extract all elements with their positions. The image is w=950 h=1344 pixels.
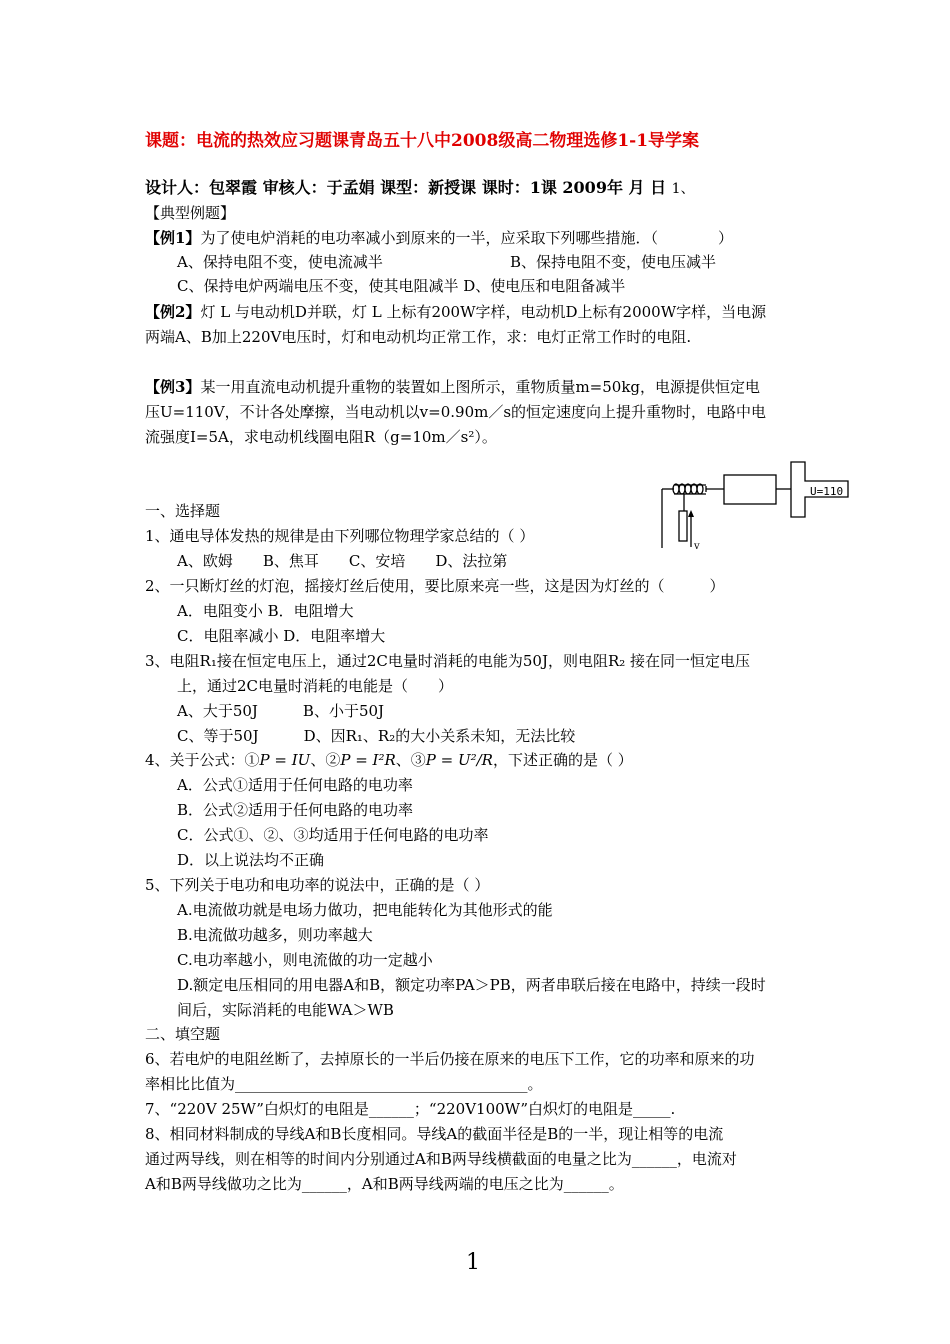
example-2-label: 【例2】 — [145, 303, 201, 321]
question-3-options-cd: C、等于50J D、因R₁、R₂的大小关系未知，无法比较 — [177, 727, 576, 745]
motor-circuit-figure — [660, 455, 860, 555]
example-1-option-a: A、保持电阻不变，使电流减半 — [177, 253, 383, 271]
formula-2: P = I²R — [340, 751, 396, 769]
question-4-option-c: C．公式①、②、③均适用于任何电路的电功率 — [177, 826, 489, 844]
question-2-options-ab: A．电阻变小 B．电阻增大 — [177, 602, 354, 620]
formula-3: P = U²/R — [425, 751, 493, 769]
question-6-line2: 率相比比值为_______________________________________。 — [145, 1075, 543, 1093]
question-4-prefix: 4、关于公式：① — [145, 751, 260, 769]
question-7: 7、“220V 25W”白炽灯的电阻是______；“220V100W”白炽灯的电阻是_____. — [145, 1100, 676, 1118]
question-4 — [145, 750, 633, 770]
question-5-option-a: A.电流做功就是电场力做功，把电能转化为其他形式的能 — [177, 901, 553, 919]
example-1-option-d: D、使电压和电阻备减半 — [463, 277, 626, 295]
example-2-line1 — [145, 302, 766, 322]
example-3-line2: 压U=110V，不计各处摩擦，当电动机以v=0.90m／s的恒定速度向上提升重物时，电路中电 — [145, 403, 767, 421]
example-3-label: 【例3】 — [145, 378, 201, 396]
section-choice: 一、选择题 — [145, 502, 221, 520]
question-5-option-b: B.电流做功越多，则功率越大 — [177, 926, 373, 944]
example-2-line2: 两端A、B加上220V电压时，灯和电动机均正常工作，求：电灯正常工作时的电阻. — [145, 328, 692, 346]
question-8-line2: 通过两导线，则在相等的时间内分别通过A和B两导线横截面的电量之比为______，电流对 — [145, 1150, 737, 1168]
question-3-line2: 上，通过2C电量时消耗的电能是（ ） — [177, 677, 454, 695]
weight-block — [679, 511, 687, 541]
page-title: 课题：电流的热效应习题课青岛五十八中2008级高二物理选修1-1导学案 — [145, 131, 700, 151]
author-tail: 1、 — [671, 181, 695, 197]
section-fill: 二、填空题 — [145, 1025, 221, 1043]
question-2-options-cd: C．电阻率减小 D．电阻率增大 — [177, 627, 386, 645]
question-3-options-ab: A、大于50J B、小于50J — [177, 702, 385, 720]
example-3-text: 某一用直流电动机提升重物的装置如上图所示，重物质量m=50kg，电源提供恒定电 — [200, 378, 761, 396]
motor-body — [724, 475, 776, 504]
example-1 — [145, 228, 733, 248]
question-4-sep2: 、② — [310, 751, 341, 769]
example-2-text: 灯 L 与电动机D并联，灯 L 上标有200W字样，电动机D上标有2000W字样，当电源 — [200, 303, 767, 321]
example-3-line1 — [145, 377, 760, 397]
voltage-label: U=110 — [810, 485, 844, 498]
example-1-text: 为了使电炉消耗的电功率减小到原来的一半，应采取下列哪些措施．（ ） — [200, 229, 733, 247]
question-4-option-a: A．公式①适用于任何电路的电功率 — [177, 776, 413, 794]
formula-1: P = IU — [259, 751, 311, 769]
question-1: 1、通电导体发热的规律是由下列哪位物理学家总结的（ ） — [145, 527, 535, 545]
question-3-line1: 3、电阻R₁接在恒定电压上，通过2C电量时消耗的电能为50J，则电阻R₂ 接在同一恒定电压 — [145, 652, 751, 670]
page-number: 1 — [466, 1250, 480, 1275]
example-1-option-c: C、保持电炉两端电压不变，使其电阻减半 — [177, 277, 459, 295]
question-8-line1: 8、相同材料制成的导线A和B长度相同。导线A的截面半径是B的一半，现让相等的电流 — [145, 1125, 724, 1143]
author-line — [145, 175, 695, 198]
question-6-line1: 6、若电炉的电阻丝断了，去掉原长的一半后仍接在原来的电压下工作，它的功率和原来的功 — [145, 1050, 755, 1068]
question-1-options: A、欧姆 B、焦耳 C、安培 D、法拉第 — [177, 552, 508, 570]
question-4-suffix: ，下述正确的是（ ） — [492, 751, 633, 769]
question-4-option-d: D．以上说法均不正确 — [177, 851, 325, 869]
example-1-options-cd — [177, 276, 625, 296]
velocity-label: v — [694, 541, 700, 552]
example-1-label: 【例1】 — [145, 229, 201, 247]
question-4-option-b: B．公式②适用于任何电路的电功率 — [177, 801, 414, 819]
example-1-option-b: B、保持电阻不变，使电压减半 — [510, 253, 717, 271]
question-4-sep3: 、③ — [395, 751, 426, 769]
author-info: 设计人：包翠霞 审核人：于孟娟 课型：新授课 课时：1课 2009年 月 日 — [145, 178, 667, 197]
question-2: 2、一只断灯丝的灯泡，摇接灯丝后使用，要比原来亮一些，这是因为灯丝的（ ） — [145, 577, 725, 595]
question-8-line3: A和B两导线做功之比为______，A和B两导线两端的电压之比为______。 — [145, 1175, 624, 1193]
question-5-option-c: C.电功率越小，则电流做的功一定越小 — [177, 951, 433, 969]
example-3-line3: 流强度I=5A，求电动机线圈电阻R（g=10m／s²）。 — [145, 428, 497, 446]
question-5-option-d-line2: 间后，实际消耗的电能WA＞WB — [177, 1001, 394, 1019]
question-5: 5、下列关于电功和电功率的说法中，正确的是（ ） — [145, 876, 490, 894]
section-examples: 【典型例题】 — [145, 204, 236, 222]
question-5-option-d-line1: D.额定电压相同的用电器A和B，额定功率PA＞PB，两者串联后接在电路中，持续一段时 — [177, 976, 766, 994]
